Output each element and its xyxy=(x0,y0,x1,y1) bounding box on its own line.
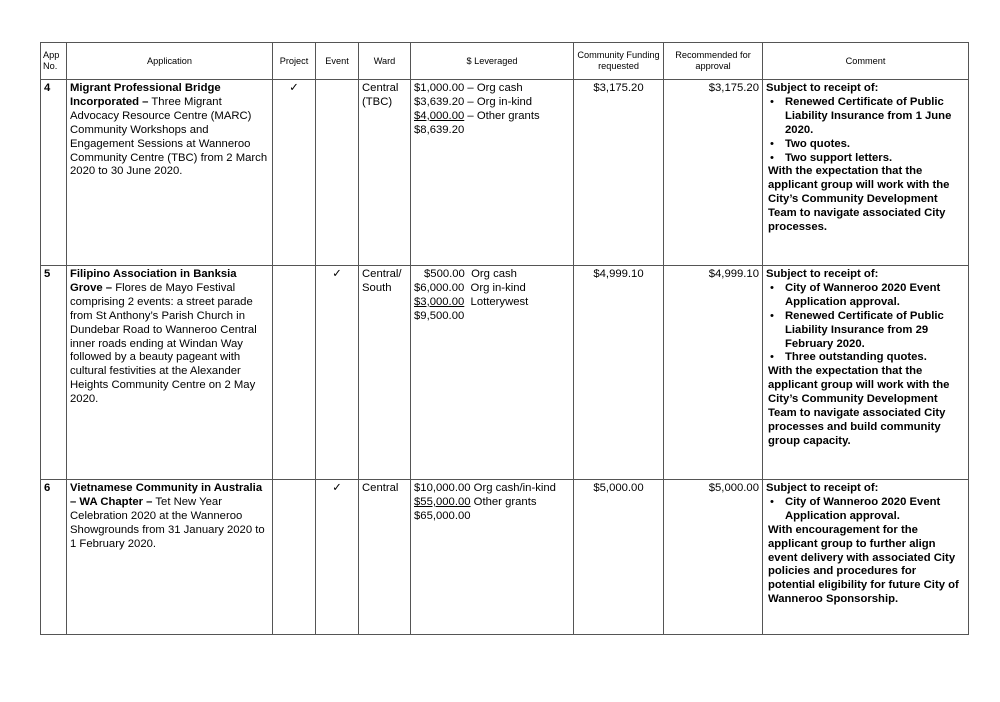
comment-condition: • City of Wanneroo 2020 Event Application approval. xyxy=(783,282,965,310)
comment-cell xyxy=(763,80,969,266)
leveraged-label: Org cash/in-kind xyxy=(470,482,556,494)
leveraged-amount: $1,000.00 xyxy=(414,82,465,94)
comment-condition: • Three outstanding quotes. xyxy=(783,351,965,365)
funding-requested: $3,175.20 xyxy=(574,80,664,266)
funding-requested: $5,000.00 xyxy=(574,480,664,635)
leveraged-line xyxy=(414,282,570,296)
leveraged-amount: $500.00 xyxy=(424,268,465,280)
app-number: 4 xyxy=(41,80,67,266)
comment-condition: • City of Wanneroo 2020 Event Application approval. xyxy=(783,496,965,524)
leveraged-label: Other grants xyxy=(470,495,537,508)
leveraged-label: Lotterywest xyxy=(464,295,529,308)
leveraged-total: $8,639.20 xyxy=(414,123,465,136)
leveraged-line xyxy=(414,82,570,96)
recommended-amount: $3,175.20 xyxy=(664,80,763,266)
event-tick xyxy=(316,80,359,266)
comment-conditions xyxy=(766,496,965,524)
app-number: 5 xyxy=(41,266,67,480)
leveraged-total: $65,000.00 xyxy=(414,509,471,522)
comment-condition: • Two quotes. xyxy=(783,138,965,152)
leveraged-total: $9,500.00 xyxy=(414,309,465,322)
table-row xyxy=(41,266,969,480)
application-cell xyxy=(67,80,273,266)
application-description: Tet New Year Celebration 2020 at the Wanneroo Showgrounds from 31 January 2020 to 1 February 2020. xyxy=(70,495,265,550)
leveraged-cell xyxy=(411,480,574,635)
leveraged-line xyxy=(414,110,570,124)
header-ward: Ward xyxy=(359,43,411,80)
comment-cell xyxy=(763,480,969,635)
leveraged-label: – Org cash xyxy=(464,82,523,94)
organisation-name: Migrant Professional Bridge Incorporated – xyxy=(70,82,221,108)
application-cell xyxy=(67,266,273,480)
app-number: 6 xyxy=(41,480,67,635)
comment-intro: Subject to receipt of: xyxy=(766,268,879,280)
leveraged-line xyxy=(414,268,570,282)
comment-expectation: With encouragement for the applicant group to further align event delivery with associated City policies and procedures for potential eligibility for future City of Wanneroo Sponsorship. xyxy=(768,523,959,606)
grants-table xyxy=(40,42,969,635)
leveraged-cell xyxy=(411,266,574,480)
funding-requested: $4,999.10 xyxy=(574,266,664,480)
application-description: Flores de Mayo Festival comprising 2 events: a street parade from St Anthony’s Parish Church in Dundebar Road to Wanneroo Central inner roads ending at Windan Way followed by a beauty pageant with cultural festivities at the Alexander Heights Community Centre on 2 May 2020. xyxy=(70,281,257,406)
header-comment: Comment xyxy=(763,43,969,80)
application-description: Three Migrant Advocacy Resource Centre (MARC) Community Workshops and Engagement Sessions at Wanneroo Community Centre (TBC) from 2 March 2020 to 30 June 2020. xyxy=(70,95,268,178)
organisation-name: Filipino Association in Banksia Grove – xyxy=(70,268,237,294)
comment-condition: • Renewed Certificate of Public Liability Insurance from 29 February 2020. xyxy=(783,310,965,352)
header-row xyxy=(41,43,969,80)
recommended-amount: $4,999.10 xyxy=(664,266,763,480)
comment-expectation: With the expectation that the applicant group will work with the City’s Community Development Team to navigate associated City processes. xyxy=(768,165,950,234)
project-tick: ✓ xyxy=(273,80,316,266)
header-recommended: Recommended for approval xyxy=(664,43,763,80)
leveraged-amount: $55,000.00 xyxy=(414,495,471,508)
comment-intro: Subject to receipt of: xyxy=(766,482,879,494)
leveraged-line xyxy=(414,482,570,496)
ward-cell: Central/ South xyxy=(359,266,411,480)
header-application: Application xyxy=(67,43,273,80)
organisation-name: Vietnamese Community in Australia – WA Chapter – xyxy=(70,482,263,508)
header-leveraged: $ Leveraged xyxy=(411,43,574,80)
project-tick xyxy=(273,480,316,635)
comment-intro: Subject to receipt of: xyxy=(766,82,879,94)
ward-cell: Central xyxy=(359,480,411,635)
ward-cell: Central (TBC) xyxy=(359,80,411,266)
recommended-amount: $5,000.00 xyxy=(664,480,763,635)
event-tick: ✓ xyxy=(316,480,359,635)
leveraged-cell xyxy=(411,80,574,266)
leveraged-line xyxy=(414,296,570,310)
leveraged-amount: $3,000.00 xyxy=(414,295,465,308)
leveraged-amount: $10,000.00 xyxy=(414,482,471,494)
header-project: Project xyxy=(273,43,316,80)
table-row xyxy=(41,480,969,635)
leveraged-line xyxy=(414,96,570,110)
leveraged-amount: $3,639.20 xyxy=(414,95,465,108)
comment-conditions xyxy=(766,282,965,365)
leveraged-line xyxy=(414,496,570,510)
table-row xyxy=(41,80,969,266)
header-app-no: App No. xyxy=(41,43,67,80)
header-event: Event xyxy=(316,43,359,80)
leveraged-amount: $4,000.00 xyxy=(414,109,465,122)
leveraged-label: Org cash xyxy=(464,268,517,280)
comment-cell xyxy=(763,266,969,480)
application-cell xyxy=(67,480,273,635)
leveraged-label: Org in-kind xyxy=(464,281,526,294)
leveraged-amount: $6,000.00 xyxy=(414,281,465,294)
comment-expectation: With the expectation that the applicant group will work with the City’s Community Development Team to navigate associated City processes and build community group capacity. xyxy=(768,365,950,447)
header-community-funding: Community Funding requested xyxy=(574,43,664,80)
comment-condition: • Renewed Certificate of Public Liability Insurance from 1 June 2020. xyxy=(783,96,965,138)
event-tick: ✓ xyxy=(316,266,359,480)
leveraged-label: – Org in-kind xyxy=(464,95,533,108)
leveraged-label: – Other grants xyxy=(464,109,540,122)
project-tick xyxy=(273,266,316,480)
comment-conditions xyxy=(766,96,965,166)
comment-condition: • Two support letters. xyxy=(783,152,965,166)
